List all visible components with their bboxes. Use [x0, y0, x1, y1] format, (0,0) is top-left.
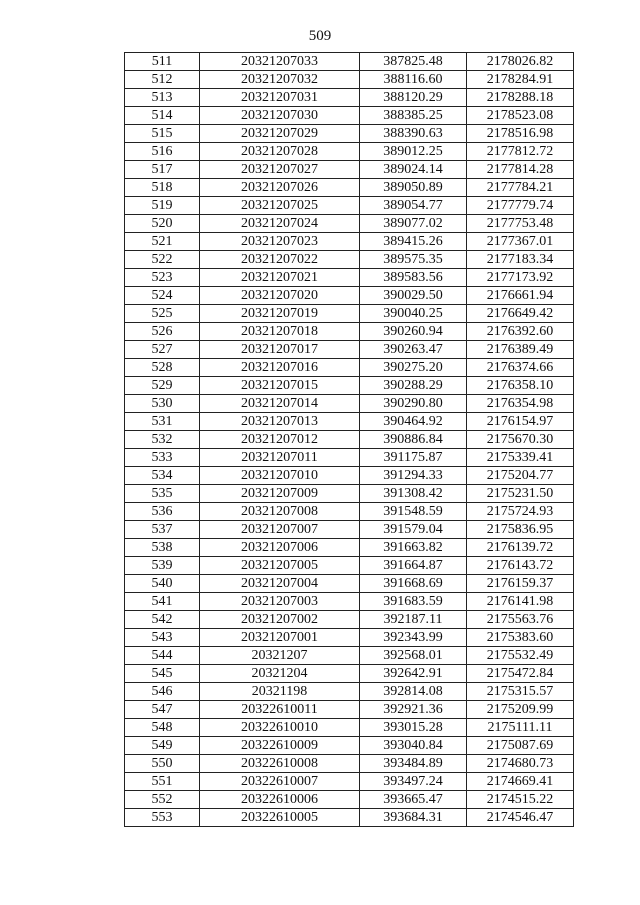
row-index-cell: 521 [125, 233, 200, 251]
point-id-cell: 20321207007 [200, 521, 360, 539]
table-row [125, 449, 574, 467]
point-id-cell: 20321207019 [200, 305, 360, 323]
row-index-cell: 547 [125, 701, 200, 719]
table-row [125, 71, 574, 89]
x-coordinate-cell: 389415.26 [360, 233, 467, 251]
point-id-cell: 20321207002 [200, 611, 360, 629]
table-row [125, 179, 574, 197]
row-index-cell: 522 [125, 251, 200, 269]
table-row [125, 737, 574, 755]
x-coordinate-cell: 388120.29 [360, 89, 467, 107]
y-coordinate-cell: 2175231.50 [467, 485, 574, 503]
x-coordinate-cell: 390029.50 [360, 287, 467, 305]
y-coordinate-cell: 2178523.08 [467, 107, 574, 125]
row-index-cell: 511 [125, 53, 200, 71]
x-coordinate-cell: 390288.29 [360, 377, 467, 395]
y-coordinate-cell: 2175087.69 [467, 737, 574, 755]
table-row [125, 125, 574, 143]
row-index-cell: 550 [125, 755, 200, 773]
y-coordinate-cell: 2175563.76 [467, 611, 574, 629]
y-coordinate-cell: 2174669.41 [467, 773, 574, 791]
y-coordinate-cell: 2175383.60 [467, 629, 574, 647]
row-index-cell: 520 [125, 215, 200, 233]
row-index-cell: 546 [125, 683, 200, 701]
table-row [125, 287, 574, 305]
table-row [125, 89, 574, 107]
x-coordinate-cell: 391668.69 [360, 575, 467, 593]
point-id-cell: 20321207011 [200, 449, 360, 467]
point-id-cell: 20322610007 [200, 773, 360, 791]
x-coordinate-cell: 392568.01 [360, 647, 467, 665]
table-row [125, 107, 574, 125]
x-coordinate-cell: 393497.24 [360, 773, 467, 791]
point-id-cell: 20321207005 [200, 557, 360, 575]
y-coordinate-cell: 2177367.01 [467, 233, 574, 251]
x-coordinate-cell: 391175.87 [360, 449, 467, 467]
x-coordinate-cell: 391579.04 [360, 521, 467, 539]
row-index-cell: 544 [125, 647, 200, 665]
x-coordinate-cell: 390260.94 [360, 323, 467, 341]
x-coordinate-cell: 390886.84 [360, 431, 467, 449]
point-id-cell: 20322610005 [200, 809, 360, 827]
point-id-cell: 20321207 [200, 647, 360, 665]
row-index-cell: 527 [125, 341, 200, 359]
y-coordinate-cell: 2177183.34 [467, 251, 574, 269]
x-coordinate-cell: 389575.35 [360, 251, 467, 269]
x-coordinate-cell: 392343.99 [360, 629, 467, 647]
table-row [125, 521, 574, 539]
point-id-cell: 20321207014 [200, 395, 360, 413]
table-row [125, 719, 574, 737]
point-id-cell: 20321207015 [200, 377, 360, 395]
point-id-cell: 20321207013 [200, 413, 360, 431]
table-body [125, 53, 574, 827]
point-id-cell: 20321207031 [200, 89, 360, 107]
y-coordinate-cell: 2174515.22 [467, 791, 574, 809]
table-row [125, 539, 574, 557]
table-row [125, 557, 574, 575]
y-coordinate-cell: 2175315.57 [467, 683, 574, 701]
row-index-cell: 539 [125, 557, 200, 575]
y-coordinate-cell: 2174680.73 [467, 755, 574, 773]
y-coordinate-cell: 2175339.41 [467, 449, 574, 467]
row-index-cell: 515 [125, 125, 200, 143]
table-row [125, 377, 574, 395]
table-row [125, 611, 574, 629]
row-index-cell: 531 [125, 413, 200, 431]
table-row [125, 413, 574, 431]
point-id-cell: 20321207020 [200, 287, 360, 305]
y-coordinate-cell: 2176139.72 [467, 539, 574, 557]
row-index-cell: 545 [125, 665, 200, 683]
y-coordinate-cell: 2177784.21 [467, 179, 574, 197]
x-coordinate-cell: 391548.59 [360, 503, 467, 521]
row-index-cell: 542 [125, 611, 200, 629]
table-row [125, 143, 574, 161]
point-id-cell: 20321207006 [200, 539, 360, 557]
y-coordinate-cell: 2176141.98 [467, 593, 574, 611]
point-id-cell: 20322610009 [200, 737, 360, 755]
point-id-cell: 20321207021 [200, 269, 360, 287]
y-coordinate-cell: 2175836.95 [467, 521, 574, 539]
x-coordinate-cell: 389024.14 [360, 161, 467, 179]
table-row [125, 629, 574, 647]
y-coordinate-cell: 2178284.91 [467, 71, 574, 89]
point-id-cell: 20321198 [200, 683, 360, 701]
point-id-cell: 20321207022 [200, 251, 360, 269]
row-index-cell: 536 [125, 503, 200, 521]
point-id-cell: 20322610011 [200, 701, 360, 719]
y-coordinate-cell: 2175111.11 [467, 719, 574, 737]
x-coordinate-cell: 391664.87 [360, 557, 467, 575]
point-id-cell: 20321207029 [200, 125, 360, 143]
y-coordinate-cell: 2177779.74 [467, 197, 574, 215]
x-coordinate-cell: 388390.63 [360, 125, 467, 143]
x-coordinate-cell: 391663.82 [360, 539, 467, 557]
row-index-cell: 513 [125, 89, 200, 107]
x-coordinate-cell: 393484.89 [360, 755, 467, 773]
y-coordinate-cell: 2176143.72 [467, 557, 574, 575]
y-coordinate-cell: 2177173.92 [467, 269, 574, 287]
row-index-cell: 532 [125, 431, 200, 449]
table-row [125, 665, 574, 683]
row-index-cell: 534 [125, 467, 200, 485]
table-row [125, 233, 574, 251]
x-coordinate-cell: 389054.77 [360, 197, 467, 215]
y-coordinate-cell: 2177814.28 [467, 161, 574, 179]
row-index-cell: 549 [125, 737, 200, 755]
row-index-cell: 535 [125, 485, 200, 503]
point-id-cell: 20321207024 [200, 215, 360, 233]
x-coordinate-cell: 390275.20 [360, 359, 467, 377]
row-index-cell: 548 [125, 719, 200, 737]
row-index-cell: 552 [125, 791, 200, 809]
x-coordinate-cell: 389050.89 [360, 179, 467, 197]
y-coordinate-cell: 2175204.77 [467, 467, 574, 485]
y-coordinate-cell: 2175209.99 [467, 701, 574, 719]
x-coordinate-cell: 393040.84 [360, 737, 467, 755]
x-coordinate-cell: 389583.56 [360, 269, 467, 287]
table-row [125, 251, 574, 269]
y-coordinate-cell: 2176649.42 [467, 305, 574, 323]
x-coordinate-cell: 390040.25 [360, 305, 467, 323]
x-coordinate-cell: 392921.36 [360, 701, 467, 719]
point-id-cell: 20321207028 [200, 143, 360, 161]
row-index-cell: 553 [125, 809, 200, 827]
point-id-cell: 20321204 [200, 665, 360, 683]
x-coordinate-cell: 388385.25 [360, 107, 467, 125]
y-coordinate-cell: 2176392.60 [467, 323, 574, 341]
table-row [125, 503, 574, 521]
table-row [125, 467, 574, 485]
y-coordinate-cell: 2174546.47 [467, 809, 574, 827]
point-id-cell: 20321207016 [200, 359, 360, 377]
y-coordinate-cell: 2178516.98 [467, 125, 574, 143]
x-coordinate-cell: 390464.92 [360, 413, 467, 431]
y-coordinate-cell: 2176354.98 [467, 395, 574, 413]
table-row [125, 755, 574, 773]
point-id-cell: 20321207030 [200, 107, 360, 125]
y-coordinate-cell: 2176661.94 [467, 287, 574, 305]
point-id-cell: 20321207012 [200, 431, 360, 449]
row-index-cell: 543 [125, 629, 200, 647]
table-row [125, 683, 574, 701]
table-row [125, 359, 574, 377]
row-index-cell: 524 [125, 287, 200, 305]
point-id-cell: 20321207018 [200, 323, 360, 341]
table-row [125, 593, 574, 611]
table-row [125, 809, 574, 827]
point-id-cell: 20321207017 [200, 341, 360, 359]
row-index-cell: 538 [125, 539, 200, 557]
row-index-cell: 514 [125, 107, 200, 125]
y-coordinate-cell: 2175724.93 [467, 503, 574, 521]
y-coordinate-cell: 2176374.66 [467, 359, 574, 377]
y-coordinate-cell: 2175532.49 [467, 647, 574, 665]
row-index-cell: 530 [125, 395, 200, 413]
point-id-cell: 20321207027 [200, 161, 360, 179]
table-row [125, 701, 574, 719]
row-index-cell: 528 [125, 359, 200, 377]
y-coordinate-cell: 2178026.82 [467, 53, 574, 71]
table-row [125, 431, 574, 449]
x-coordinate-cell: 393665.47 [360, 791, 467, 809]
x-coordinate-cell: 392187.11 [360, 611, 467, 629]
row-index-cell: 533 [125, 449, 200, 467]
x-coordinate-cell: 388116.60 [360, 71, 467, 89]
table-row [125, 215, 574, 233]
row-index-cell: 516 [125, 143, 200, 161]
row-index-cell: 540 [125, 575, 200, 593]
table-row [125, 647, 574, 665]
table-row [125, 791, 574, 809]
x-coordinate-cell: 392642.91 [360, 665, 467, 683]
table-row [125, 575, 574, 593]
row-index-cell: 517 [125, 161, 200, 179]
x-coordinate-cell: 390263.47 [360, 341, 467, 359]
point-id-cell: 20321207004 [200, 575, 360, 593]
y-coordinate-cell: 2175472.84 [467, 665, 574, 683]
point-id-cell: 20321207025 [200, 197, 360, 215]
x-coordinate-cell: 389077.02 [360, 215, 467, 233]
point-id-cell: 20322610008 [200, 755, 360, 773]
table-row [125, 773, 574, 791]
row-index-cell: 518 [125, 179, 200, 197]
table-row [125, 197, 574, 215]
table-row [125, 161, 574, 179]
y-coordinate-cell: 2176358.10 [467, 377, 574, 395]
y-coordinate-cell: 2176154.97 [467, 413, 574, 431]
point-id-cell: 20321207026 [200, 179, 360, 197]
point-id-cell: 20321207009 [200, 485, 360, 503]
x-coordinate-cell: 391294.33 [360, 467, 467, 485]
row-index-cell: 537 [125, 521, 200, 539]
point-id-cell: 20321207008 [200, 503, 360, 521]
y-coordinate-cell: 2176159.37 [467, 575, 574, 593]
point-id-cell: 20321207032 [200, 71, 360, 89]
point-id-cell: 20322610006 [200, 791, 360, 809]
table-row [125, 395, 574, 413]
x-coordinate-cell: 393684.31 [360, 809, 467, 827]
page-number: 509 [308, 28, 332, 44]
row-index-cell: 519 [125, 197, 200, 215]
row-index-cell: 526 [125, 323, 200, 341]
point-id-cell: 20321207001 [200, 629, 360, 647]
x-coordinate-cell: 387825.48 [360, 53, 467, 71]
table-row [125, 485, 574, 503]
y-coordinate-cell: 2177812.72 [467, 143, 574, 161]
y-coordinate-cell: 2178288.18 [467, 89, 574, 107]
row-index-cell: 551 [125, 773, 200, 791]
row-index-cell: 512 [125, 71, 200, 89]
table-row [125, 269, 574, 287]
coordinates-table [124, 52, 574, 827]
point-id-cell: 20321207003 [200, 593, 360, 611]
x-coordinate-cell: 393015.28 [360, 719, 467, 737]
point-id-cell: 20321207033 [200, 53, 360, 71]
table-row [125, 305, 574, 323]
table-row [125, 323, 574, 341]
point-id-cell: 20321207010 [200, 467, 360, 485]
y-coordinate-cell: 2175670.30 [467, 431, 574, 449]
x-coordinate-cell: 389012.25 [360, 143, 467, 161]
row-index-cell: 541 [125, 593, 200, 611]
row-index-cell: 529 [125, 377, 200, 395]
x-coordinate-cell: 391308.42 [360, 485, 467, 503]
row-index-cell: 523 [125, 269, 200, 287]
row-index-cell: 525 [125, 305, 200, 323]
point-id-cell: 20321207023 [200, 233, 360, 251]
y-coordinate-cell: 2177753.48 [467, 215, 574, 233]
y-coordinate-cell: 2176389.49 [467, 341, 574, 359]
x-coordinate-cell: 392814.08 [360, 683, 467, 701]
point-id-cell: 20322610010 [200, 719, 360, 737]
table-row [125, 53, 574, 71]
x-coordinate-cell: 391683.59 [360, 593, 467, 611]
x-coordinate-cell: 390290.80 [360, 395, 467, 413]
table-row [125, 341, 574, 359]
